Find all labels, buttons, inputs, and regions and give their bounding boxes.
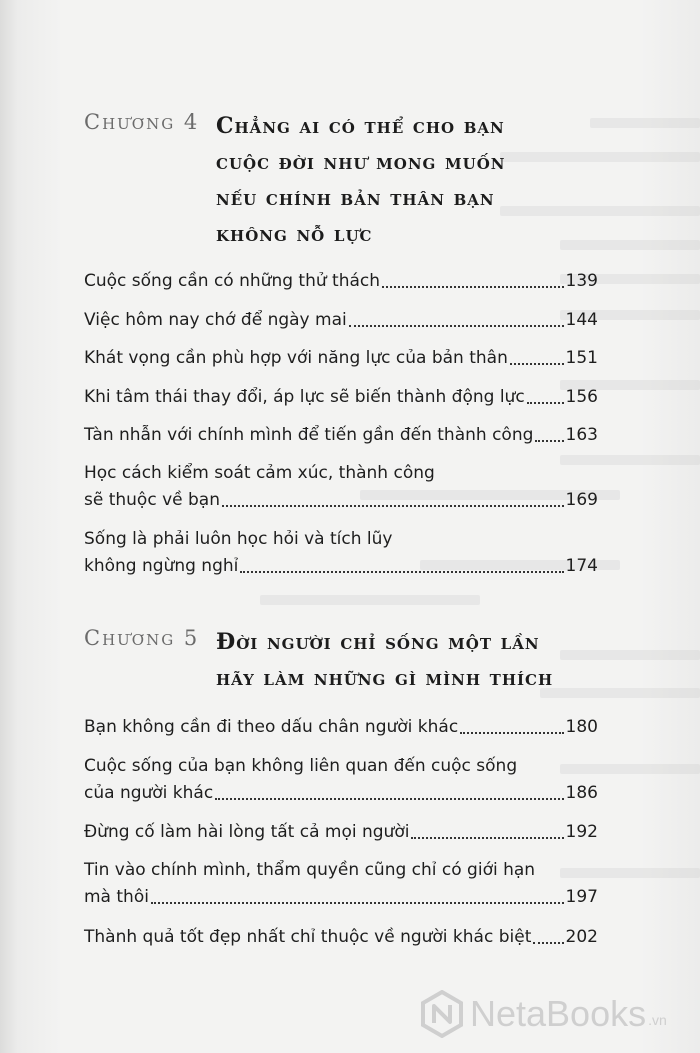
page-number: 151 xyxy=(565,348,598,368)
toc-entry[interactable] xyxy=(84,384,598,411)
watermark-brand: NetaBooks xyxy=(470,993,647,1034)
entry-title: Bạn không cần đi theo dấu chân người khác xyxy=(84,717,459,737)
entry-title-continued: không ngừng nghỉ xyxy=(84,556,239,576)
page-number: 192 xyxy=(565,822,598,842)
page-number: 163 xyxy=(565,425,598,445)
entry-title: Tin vào chính mình, thẩm quyền cũng chỉ có giới hạn xyxy=(84,860,536,880)
toc-entry[interactable] xyxy=(84,460,598,514)
chapter-title-line: cuộc đời như mong muốn xyxy=(216,149,506,175)
toc-entry[interactable] xyxy=(84,307,598,334)
chapter-title-line: Đời người chỉ sống một lần xyxy=(216,629,540,655)
dot-leader xyxy=(460,732,563,734)
page-number: 174 xyxy=(565,556,598,576)
page-number: 156 xyxy=(565,387,598,407)
dot-leader xyxy=(533,942,563,944)
dot-leader xyxy=(240,571,563,573)
chapter-title-line: không nỗ lực xyxy=(216,221,373,247)
page-number: 144 xyxy=(565,310,598,330)
hexagon-n-icon xyxy=(420,990,464,1038)
toc-entry[interactable] xyxy=(84,268,598,295)
chapter-title-line: Chẳng ai có thể cho bạn xyxy=(216,113,505,139)
dot-leader xyxy=(510,363,564,365)
page-number: 197 xyxy=(565,887,598,907)
toc-entry[interactable] xyxy=(84,753,598,807)
toc-entry[interactable] xyxy=(84,857,598,911)
entry-title: Tàn nhẫn với chính mình để tiến gần đến thành công xyxy=(84,425,534,445)
toc-entry[interactable] xyxy=(84,422,598,449)
page-number: 180 xyxy=(565,717,598,737)
chapter-title-line: nếu chính bản thân bạn xyxy=(216,185,495,211)
entry-title: Cuộc sống cần có những thử thách xyxy=(84,271,381,291)
toc-entry[interactable] xyxy=(84,714,598,741)
dot-leader xyxy=(535,440,563,442)
entry-title: Đừng cố làm hài lòng tất cả mọi người xyxy=(84,822,410,842)
entry-title: Khát vọng cần phù hợp với năng lực của bản thân xyxy=(84,348,508,368)
toc-entry[interactable] xyxy=(84,924,598,951)
toc-entry[interactable] xyxy=(84,526,598,580)
page-number: 186 xyxy=(565,783,598,803)
dot-leader xyxy=(411,837,563,839)
watermark-suffix: .vn xyxy=(648,1012,667,1028)
chapter-title-line: hãy làm những gì mình thích xyxy=(216,665,554,691)
entry-title: Khi tâm thái thay đổi, áp lực sẽ biến thành động lực xyxy=(84,387,525,407)
toc-entry[interactable] xyxy=(84,345,598,372)
chapter-number: Chương 5 xyxy=(84,626,200,650)
page-number: 139 xyxy=(565,271,598,291)
entry-title-continued: mà thôi xyxy=(84,887,149,907)
entry-title-continued: của người khác xyxy=(84,783,214,803)
watermark-logo xyxy=(420,986,700,1042)
chapter-number: Chương 4 xyxy=(84,110,200,134)
chapter-title xyxy=(216,108,586,252)
entry-title: Việc hôm nay chớ để ngày mai xyxy=(84,310,347,330)
page-number: 202 xyxy=(565,927,598,947)
dot-leader xyxy=(349,325,564,327)
chapter-title xyxy=(216,624,586,696)
dot-leader xyxy=(527,402,564,404)
toc-entry[interactable] xyxy=(84,819,598,846)
dot-leader xyxy=(222,505,564,507)
dot-leader xyxy=(215,798,563,800)
dot-leader xyxy=(382,286,564,288)
dot-leader xyxy=(151,902,564,904)
entry-title: Cuộc sống của bạn không liên quan đến cuộc sống xyxy=(84,756,518,776)
entry-title-continued: sẽ thuộc về bạn xyxy=(84,490,220,510)
page-number: 169 xyxy=(565,490,598,510)
entry-title: Thành quả tốt đẹp nhất chỉ thuộc về người khác biệt xyxy=(84,927,532,947)
entry-title: Học cách kiểm soát cảm xúc, thành công xyxy=(84,463,435,483)
entry-title: Sống là phải luôn học hỏi và tích lũy xyxy=(84,529,393,549)
